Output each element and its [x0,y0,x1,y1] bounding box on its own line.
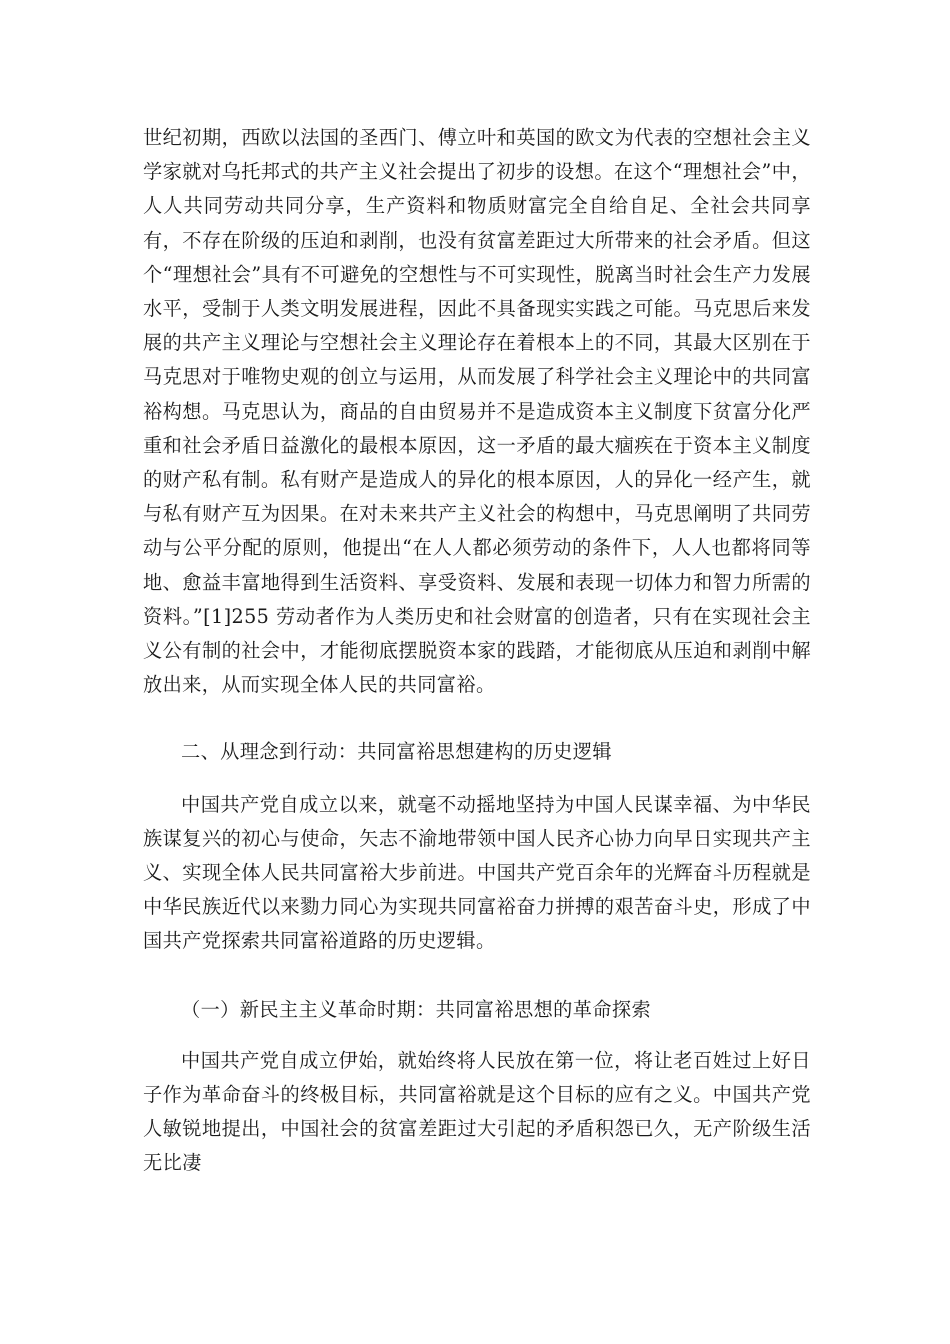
spacer [143,959,811,993]
spacer [143,702,811,735]
paragraph-1: 世纪初期，西欧以法国的圣西门、傅立叶和英国的欧文为代表的空想社会主义学家就对乌托邦式的共产主义社会提出了初步的设想。在这个“理想社会”中，人人共同劳动共同分享，生产资料和物质财富完全自给自足、全社会共同享有，不存在阶级的压迫和剥削，也没有贫富差距过大所带来的社会矛盾。但这个“理想社会”具有不可避免的空想性与不可实现性，脱离当时社会生产力发展水平，受制于人类文明发展进程，因此不具备现实实践之可能。马克思后来发展的共产主义理论与空想社会主义理论存在着根本上的不同，其最大区别在于马克思对于唯物史观的创立与运用，从而发展了科学社会主义理论中的共同富裕构想。马克思认为，商品的自由贸易并不是造成资本主义制度下贫富分化严重和社会矛盾日益激化的最根本原因，这一矛盾的最大痼疾在于资本主义制度的财产私有制。私有财产是造成人的异化的根本原因，人的异化一经产生，就与私有财产互为因果。在对未来共产主义社会的构想中，马克思阐明了共同劳动与公平分配的原则，他提出“在人人都必须劳动的条件下，人人也都将同等地、愈益丰富地得到生活资料、享受资料、发展和表现一切体力和智力所需的资料。”[1]255 劳动者作为人类历史和社会财富的创造者，只有在实现社会主义公有制的社会中，才能彻底摆脱资本家的践踏，才能彻底从压迫和剥削中解放出来，从而实现全体人民的共同富裕。 [143,126,811,697]
paragraph-2: 中国共产党自成立以来，就毫不动摇地坚持为中国人民谋幸福、为中华民族谋复兴的初心与使命，矢志不渝地带领中国人民齐心协力向早日实现共产主义、实现全体人民共同富裕大步前进。中国共产党百余年的光辉奋斗历程就是中华民族近代以来勠力同心为实现共同富裕奋力拼搏的艰苦奋斗史，形成了中国共产党探索共同富裕道路的历史逻辑。 [143,792,811,953]
paragraph-3: 中国共产党自成立伊始，就始终将人民放在第一位，将让老百姓过上好日子作为革命奋斗的终极目标，共同富裕就是这个目标的应有之义。中国共产党人敏锐地提出，中国社会的贫富差距过大引起的矛盾积怨已久，无产阶级生活无比凄 [143,1048,811,1175]
document-body [143,121,811,1181]
spacer [143,770,811,788]
section-heading-2: 二、从理念到行动：共同富裕思想建构的历史逻辑 [181,740,612,764]
spacer [143,1027,811,1044]
subsection-heading-2-1: （一）新民主主义革命时期：共同富裕思想的革命探索 [181,997,652,1021]
